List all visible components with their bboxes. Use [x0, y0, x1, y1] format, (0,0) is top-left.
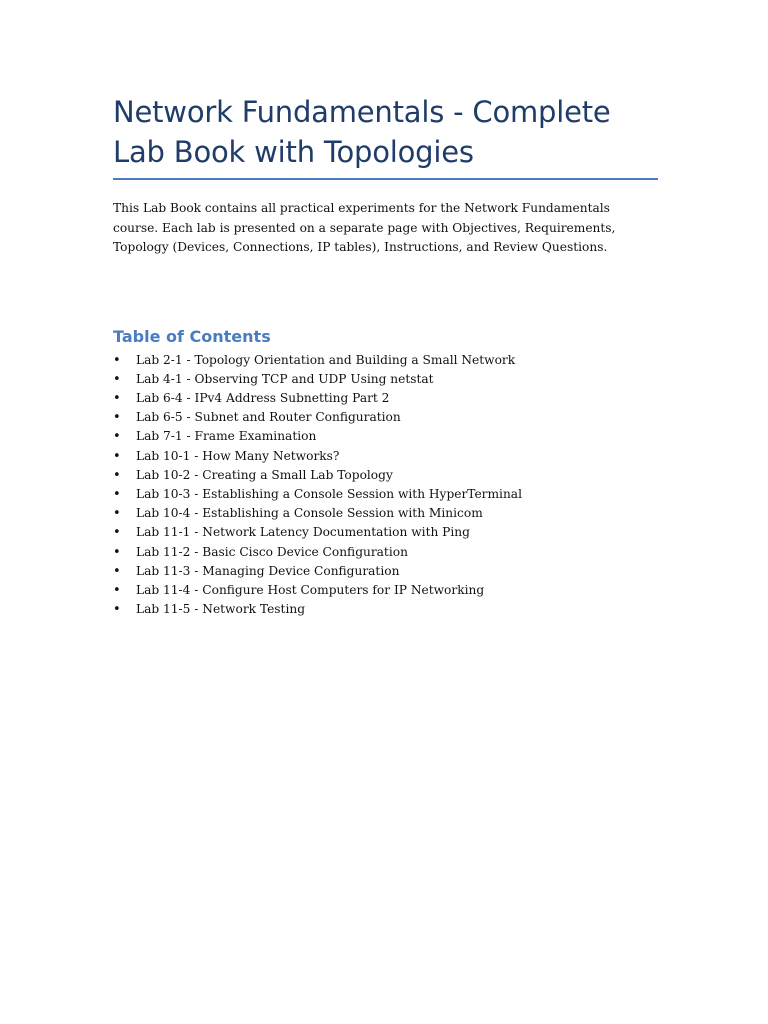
bullet-icon: •	[113, 410, 121, 426]
bullet-icon: •	[113, 390, 121, 406]
toc-item-label: Lab 10-1 - How Many Networks?	[136, 448, 340, 463]
toc-item	[113, 581, 658, 600]
toc-item	[113, 485, 658, 504]
toc-item	[113, 351, 658, 370]
toc-item	[113, 562, 658, 581]
bullet-icon: •	[113, 544, 121, 560]
bullet-icon: •	[113, 352, 121, 368]
toc-item-label: Lab 11-3 - Managing Device Configuration	[136, 563, 400, 578]
intro-paragraph: This Lab Book contains all practical experiments for the Network Fundamentals course. Each lab is presented on a separate page with Objectives, Requirements, Topology (Devices, Connections, IP tables), Instructions, and Review Questions.	[113, 201, 616, 254]
toc-item-label: Lab 10-3 - Establishing a Console Session with HyperTerminal	[136, 486, 522, 501]
toc-item-label: Lab 6-5 - Subnet and Router Configuration	[136, 410, 401, 425]
toc-item-label: Lab 11-1 - Network Latency Documentation with Ping	[136, 525, 470, 540]
toc-item	[113, 447, 658, 466]
bullet-icon: •	[113, 467, 121, 483]
bullet-icon: •	[113, 429, 121, 445]
toc-item-label: Lab 6-4 - IPv4 Address Subnetting Part 2	[136, 390, 390, 405]
toc-item	[113, 600, 658, 619]
bullet-icon: •	[113, 602, 121, 618]
bullet-icon: •	[113, 506, 121, 522]
bullet-icon: •	[113, 371, 121, 387]
toc-item	[113, 408, 658, 427]
toc-list	[113, 351, 658, 620]
toc-item-label: Lab 11-5 - Network Testing	[136, 602, 306, 617]
toc-item-label: Lab 10-2 - Creating a Small Lab Topology	[136, 467, 393, 482]
bullet-icon: •	[113, 486, 121, 502]
bullet-icon: •	[113, 582, 121, 598]
toc-item	[113, 523, 658, 542]
bullet-icon: •	[113, 525, 121, 541]
toc-item	[113, 427, 658, 446]
toc-item-label: Lab 11-2 - Basic Cisco Device Configuration	[136, 544, 408, 559]
document-body	[113, 92, 658, 619]
toc-item-label: Lab 10-4 - Establishing a Console Session with Minicom	[136, 506, 483, 521]
toc-item	[113, 370, 658, 389]
toc-item-label: Lab 7-1 - Frame Examination	[136, 429, 317, 444]
toc-item-label: Lab 4-1 - Observing TCP and UDP Using netstat	[136, 371, 434, 386]
document-title: Network Fundamentals - Complete Lab Book with Topologies	[113, 92, 658, 180]
toc-item	[113, 543, 658, 562]
bullet-icon: •	[113, 448, 121, 464]
toc-item-label: Lab 2-1 - Topology Orientation and Building a Small Network	[136, 352, 516, 367]
bullet-icon: •	[113, 563, 121, 579]
toc-heading: Table of Contents	[113, 326, 271, 346]
toc-item	[113, 389, 658, 408]
toc-item	[113, 466, 658, 485]
toc-item	[113, 504, 658, 523]
toc-item-label: Lab 11-4 - Configure Host Computers for IP Networking	[136, 582, 485, 597]
